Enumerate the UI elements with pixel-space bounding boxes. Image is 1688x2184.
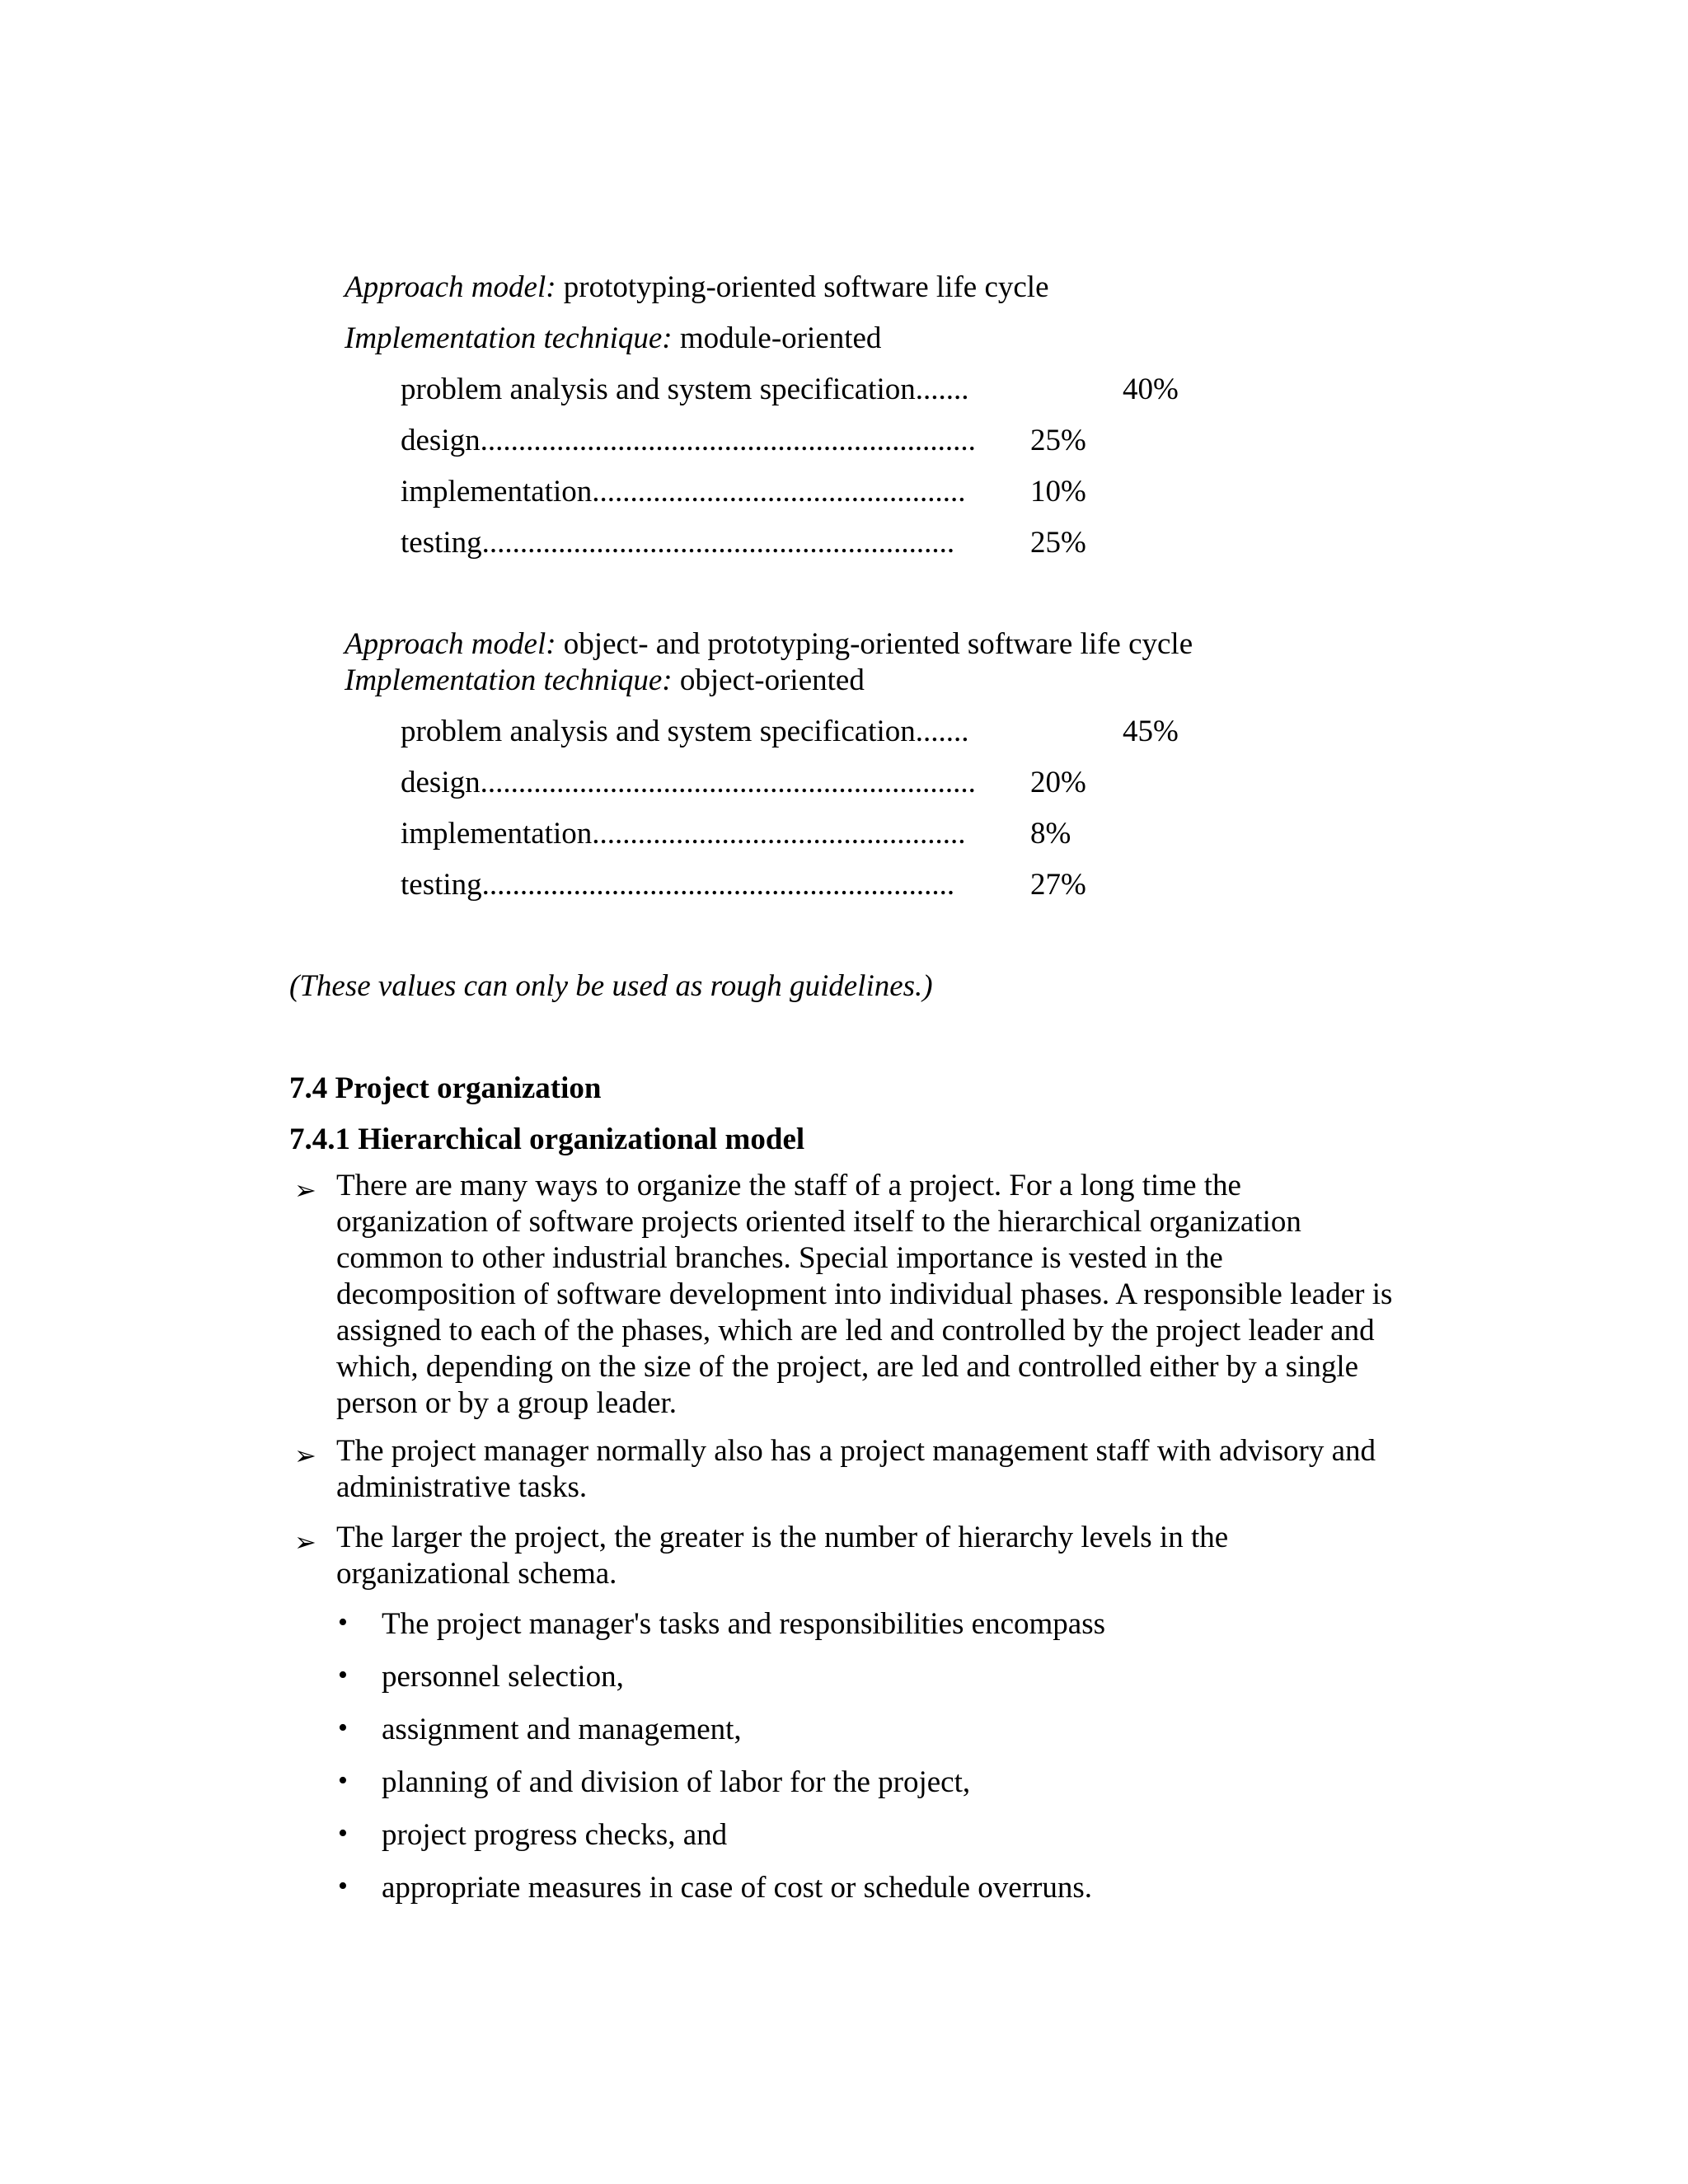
dot-bullet-icon: • [338, 1818, 348, 1849]
phase-row-label: testing.............................................................. [401, 526, 955, 560]
dot-bullet-text: planning of and division of labor for the project, [382, 1765, 971, 1799]
section-heading: 7.4 Project organization [289, 1071, 602, 1105]
dot-bullet-text: project progress checks, and [382, 1818, 728, 1852]
dot-bullet-icon: • [338, 1607, 348, 1638]
phase-row-value: 45% [1123, 715, 1179, 748]
subsection-heading: 7.4.1 Hierarchical organizational model [289, 1122, 805, 1156]
dot-bullet-icon: • [338, 1871, 348, 1901]
phase-row-label: design................................................................. [401, 424, 976, 457]
arrow-bullet-icon: ➢ [294, 1175, 316, 1205]
arrow-bullet-text: There are many ways to organize the staff of a project. For a long time the organization of software projects oriented itself to the hierarchical organization common to other industrial branches. Special importance is vested in the decomposition of software development into individual phases. A responsible leader is assigned to each of the phases, which are led and controlled by the project leader and which, depending on the size of the project, are led and controlled either by a single person or by a group leader. [336, 1169, 1393, 1420]
approach-model-label: Approach model: [345, 270, 556, 304]
phase-row-label: testing.............................................................. [401, 868, 955, 902]
implementation-technique-value: module-oriented [679, 321, 882, 355]
phase-row-value: 25% [1030, 526, 1086, 560]
dot-bullet-icon: • [338, 1765, 348, 1796]
implementation-technique-line-2 [345, 665, 865, 696]
approach-model-line-1 [345, 272, 1049, 302]
phase-row-value: 20% [1030, 766, 1086, 799]
implementation-technique-label: Implementation technique: [345, 663, 673, 697]
dot-bullet-text: personnel selection, [382, 1660, 624, 1694]
arrow-bullet-icon: ➢ [294, 1441, 316, 1470]
dot-bullet-text: The project manager's tasks and responsibilities encompass [382, 1607, 1105, 1641]
phase-row-value: 40% [1123, 373, 1179, 406]
phase-row-value: 25% [1030, 424, 1086, 457]
phase-row-label: design................................................................. [401, 766, 976, 799]
dot-bullet-icon: • [338, 1660, 348, 1690]
arrow-bullet-text: The project manager normally also has a project management staff with advisory and administrative tasks. [336, 1434, 1376, 1504]
dot-bullet-text: appropriate measures in case of cost or schedule overruns. [382, 1871, 1092, 1905]
approach-model-label: Approach model: [345, 627, 556, 661]
dot-bullet-text: assignment and management, [382, 1713, 742, 1746]
implementation-technique-label: Implementation technique: [345, 321, 673, 355]
implementation-technique-value: object-oriented [679, 663, 865, 697]
arrow-bullet-text: The larger the project, the greater is the number of hierarchy levels in the organizational schema. [336, 1521, 1229, 1591]
approach-model-line-2 [345, 629, 1193, 659]
guidelines-note: (These values can only be used as rough guidelines.) [289, 969, 933, 1003]
arrow-bullet-icon: ➢ [294, 1527, 316, 1557]
phase-row-value: 10% [1030, 475, 1086, 509]
implementation-technique-line-1 [345, 323, 881, 354]
phase-row-label: implementation................................................. [401, 817, 966, 851]
phase-row-label: problem analysis and system specification....... [401, 373, 969, 406]
approach-model-value: prototyping-oriented software life cycle [563, 270, 1049, 304]
phase-row-value: 8% [1030, 817, 1071, 851]
phase-row-label: implementation................................................. [401, 475, 966, 509]
dot-bullet-icon: • [338, 1713, 348, 1743]
phase-row-label: problem analysis and system specification....... [401, 715, 969, 748]
phase-row-value: 27% [1030, 868, 1086, 902]
approach-model-value: object- and prototyping-oriented software life cycle [563, 627, 1193, 661]
